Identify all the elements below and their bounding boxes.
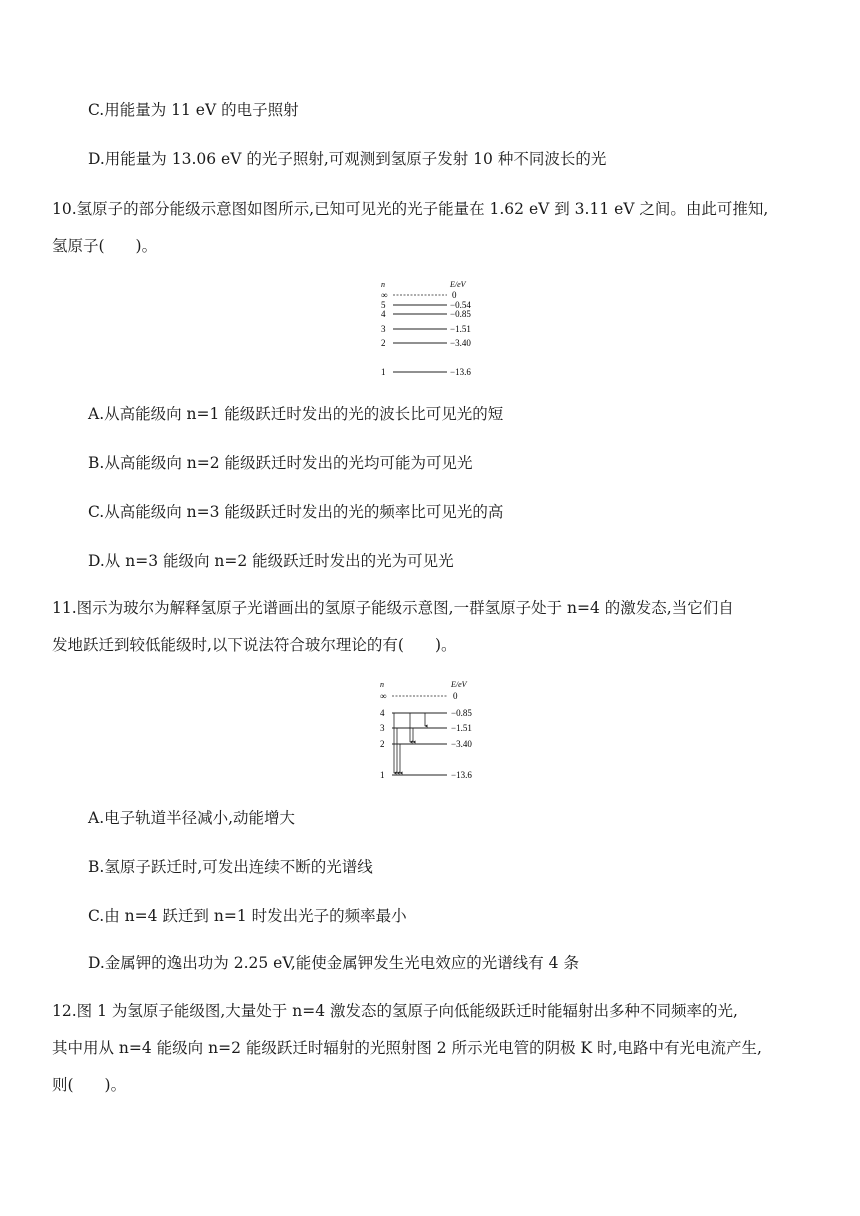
q10-level-e-4: −0.85 xyxy=(450,309,471,319)
q12-stem-line3: 则( )。 xyxy=(52,1076,127,1094)
q11-level-n-3: 3 xyxy=(380,723,385,733)
q11-e-axis-label: E/eV xyxy=(451,680,467,689)
q11-option-a: A.电子轨道半径减小,动能增大 xyxy=(88,809,296,827)
q9-option-c: C.用能量为 11 eV 的电子照射 xyxy=(88,101,299,119)
q10-n-axis-label: n xyxy=(381,280,385,289)
q11-stem-line2: 发地跃迁到较低能级时,以下说法符合玻尔理论的有( )。 xyxy=(52,636,457,654)
q10-energy-level-diagram xyxy=(378,278,488,380)
q10-level-n-4: 4 xyxy=(381,309,386,319)
q11-level-e-inf: 0 xyxy=(453,691,458,701)
q10-level-e-3: −1.51 xyxy=(450,324,471,334)
q10-e-axis-label: E/eV xyxy=(450,280,466,289)
q11-stem-line1: 11.图示为玻尔为解释氢原子光谱画出的氢原子能级示意图,一群氢原子处于 n=4 的激发态,当它们自 xyxy=(52,599,734,617)
q12-stem-line1: 12.图 1 为氢原子能级图,大量处于 n=4 激发态的氢原子向低能级跃迁时能辐射出多种不同频率的光, xyxy=(52,1002,738,1020)
q9-option-d: D.用能量为 13.06 eV 的光子照射,可观测到氢原子发射 10 种不同波长的光 xyxy=(88,150,607,168)
q10-level-n-2: 2 xyxy=(381,338,386,348)
q11-option-b: B.氢原子跃迁时,可发出连续不断的光谱线 xyxy=(88,858,373,876)
q12-stem-line2: 其中用从 n=4 能级向 n=2 能级跃迁时辐射的光照射图 2 所示光电管的阴极 K 时,电路中有光电流产生, xyxy=(52,1039,762,1057)
q10-level-e-inf: 0 xyxy=(452,290,457,300)
q10-option-c: C.从高能级向 n=3 能级跃迁时发出的光的频率比可见光的高 xyxy=(88,503,504,521)
q11-level-n-2: 2 xyxy=(380,739,385,749)
q10-stem-line2: 氢原子( )。 xyxy=(52,237,158,255)
q10-stem-line1: 10.氢原子的部分能级示意图如图所示,已知可见光的光子能量在 1.62 eV 到 3.11 eV 之间。由此可推知, xyxy=(52,200,769,218)
q10-option-b: B.从高能级向 n=2 能级跃迁时发出的光均可能为可见光 xyxy=(88,454,473,472)
q10-level-e-5: −0.54 xyxy=(450,300,471,310)
q11-level-e-4: −0.85 xyxy=(451,708,472,718)
q11-energy-level-diagram xyxy=(377,678,487,782)
q10-level-n-1: 1 xyxy=(381,367,386,377)
q10-level-n-inf: ∞ xyxy=(381,290,388,300)
q11-level-n-4: 4 xyxy=(380,708,385,718)
q10-level-n-3: 3 xyxy=(381,324,386,334)
q10-option-a: A.从高能级向 n=1 能级跃迁时发出的光的波长比可见光的短 xyxy=(88,405,504,423)
q11-option-d: D.金属钾的逸出功为 2.25 eV,能使金属钾发生光电效应的光谱线有 4 条 xyxy=(88,954,579,972)
q10-option-d: D.从 n=3 能级向 n=2 能级跃迁时发出的光为可见光 xyxy=(88,552,454,570)
q11-level-n-1: 1 xyxy=(380,770,385,780)
q10-level-e-1: −13.6 xyxy=(450,367,471,377)
q11-level-e-1: −13.6 xyxy=(451,770,472,780)
q11-option-c: C.由 n=4 跃迁到 n=1 时发出光子的频率最小 xyxy=(88,907,407,925)
q11-level-e-3: −1.51 xyxy=(451,723,472,733)
q11-level-e-2: −3.40 xyxy=(451,739,472,749)
q11-level-n-inf: ∞ xyxy=(380,691,387,701)
q10-level-e-2: −3.40 xyxy=(450,338,471,348)
q11-n-axis-label: n xyxy=(380,680,384,689)
q10-level-n-5: 5 xyxy=(381,300,386,310)
